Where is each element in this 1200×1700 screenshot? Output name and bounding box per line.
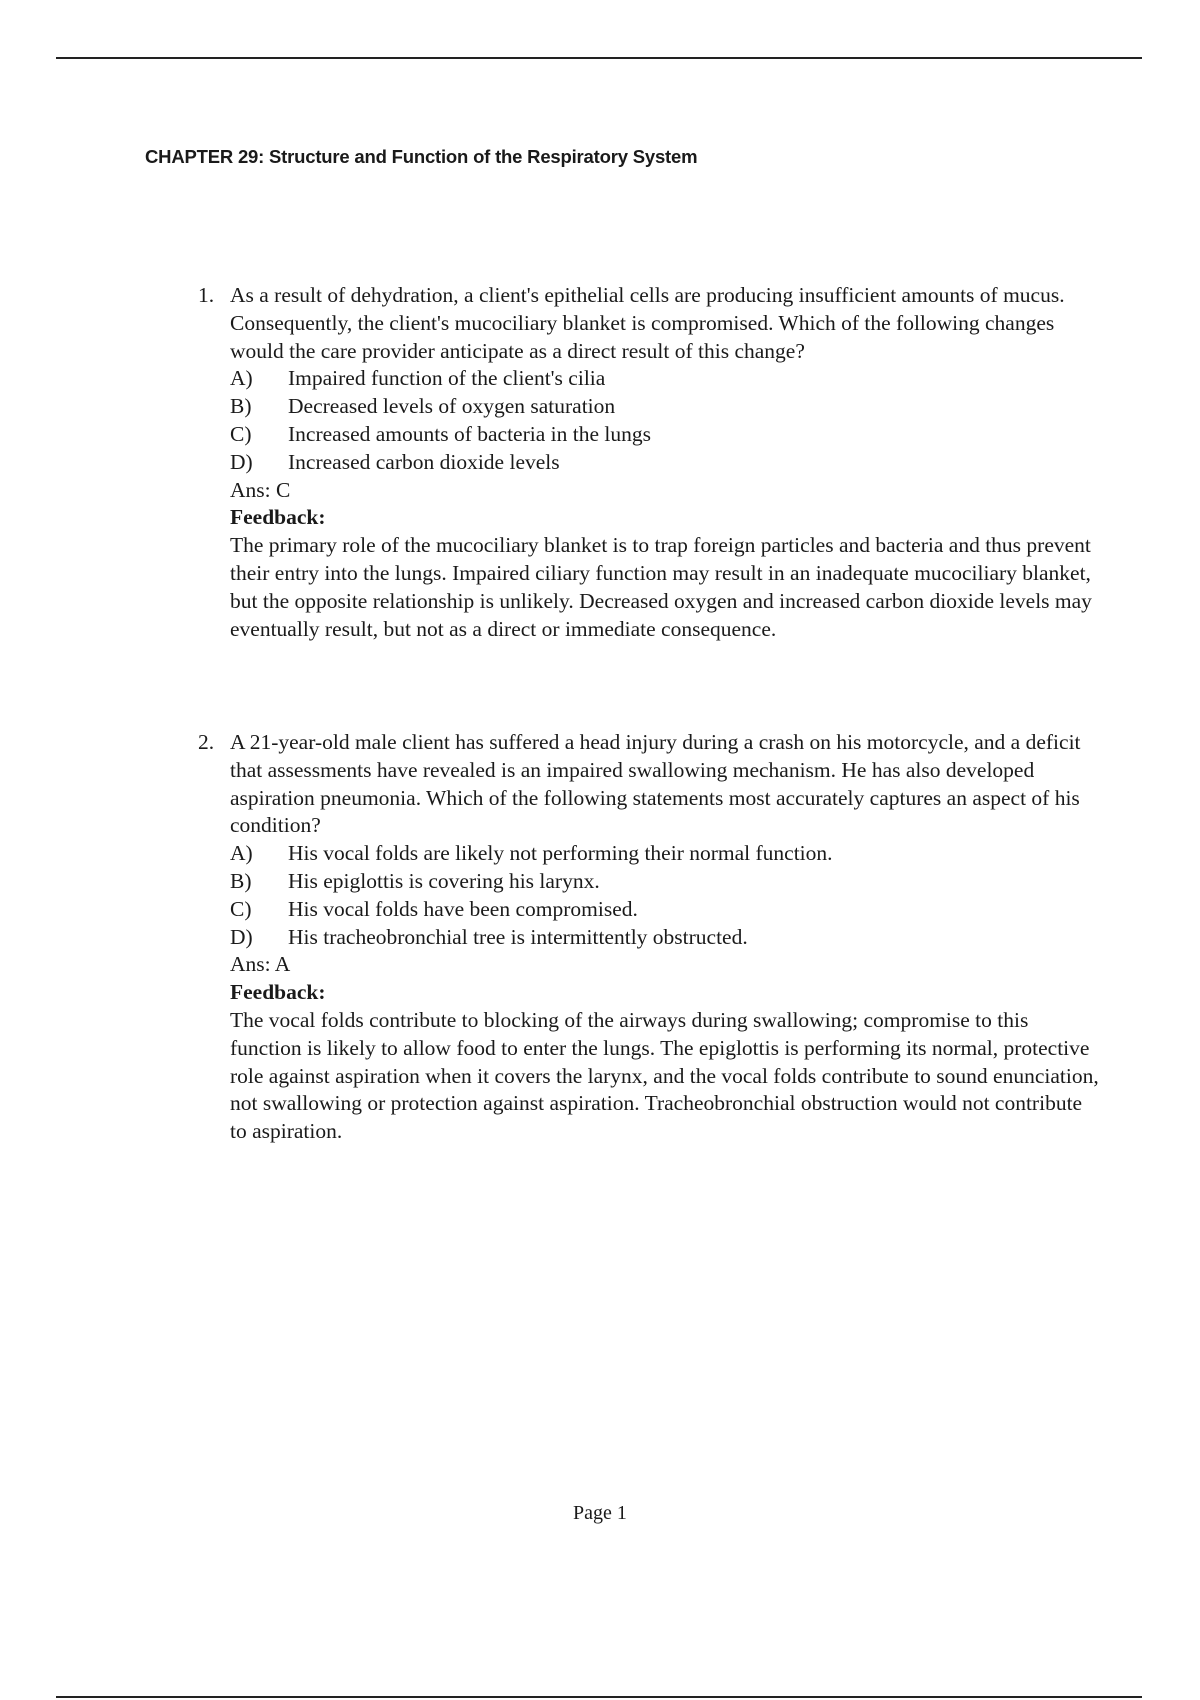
question-stem-row	[198, 729, 1103, 1146]
answer-key: Ans: C	[230, 477, 291, 502]
question-stem: A 21-year-old male client has suffered a head injury during a crash on his motorcycle, and a deficit that assessments have revealed is an impaired swallowing mechanism. He has also developed aspiration pneumonia. Which of the following statements most accurately captures an aspect of his condition?	[230, 730, 1081, 838]
chapter-title: CHAPTER 29: Structure and Function of the Respiratory System	[145, 146, 698, 167]
option-text: His vocal folds are likely not performing their normal function.	[288, 841, 833, 866]
answer-option	[230, 896, 1103, 924]
question-stem: As a result of dehydration, a client's epithelial cells are producing insufficient amounts of mucus. Consequently, the client's mucociliary blanket is compromised. Which of the following changes would the care provider anticipate as a direct result of this change?	[230, 283, 1065, 363]
option-text: Decreased levels of oxygen saturation	[288, 394, 616, 419]
question-number: 2.	[198, 730, 215, 754]
feedback-text: The primary role of the mucociliary blanket is to trap foreign particles and bacteria and thus prevent their entry into the lungs. Impaired ciliary function may result in an inadequate mucociliary blanket, but the opposite relationship is unlikely. Decreased oxygen and increased carbon dioxide levels may eventually result, but not as a direct or immediate consequence.	[230, 533, 1092, 641]
option-letter: D)	[230, 449, 253, 474]
option-letter: C)	[230, 896, 252, 921]
option-text: Impaired function of the client's cilia	[288, 366, 606, 391]
option-letter: B)	[230, 868, 252, 893]
answer-option	[230, 365, 1103, 393]
feedback-heading: Feedback:	[230, 505, 326, 530]
answer-option	[230, 868, 1103, 896]
option-letter: A)	[230, 366, 253, 391]
option-text: His vocal folds have been compromised.	[288, 896, 638, 921]
option-text: Increased carbon dioxide levels	[288, 449, 560, 474]
question-1	[198, 282, 1103, 643]
option-letter: B)	[230, 394, 252, 419]
option-text: His epiglottis is covering his larynx.	[288, 868, 600, 893]
option-letter: A)	[230, 841, 253, 866]
option-text: His tracheobronchial tree is intermittently obstructed.	[288, 924, 748, 949]
feedback-heading: Feedback:	[230, 980, 326, 1005]
top-rule	[56, 57, 1142, 59]
option-text: Increased amounts of bacteria in the lungs	[288, 421, 651, 446]
answer-option	[230, 449, 1103, 477]
answer-option	[230, 393, 1103, 421]
answer-key: Ans: A	[230, 952, 291, 977]
answer-option	[230, 840, 1103, 868]
answer-option	[230, 924, 1103, 952]
question-number: 1.	[198, 283, 215, 307]
question-stem-row	[198, 282, 1103, 643]
question-2	[198, 729, 1103, 1146]
bottom-rule	[56, 1696, 1142, 1698]
question-body	[230, 282, 1103, 643]
feedback-text: The vocal folds contribute to blocking of the airways during swallowing; compromise to this function is likely to allow food to enter the lungs. The epiglottis is performing its normal, protective role against aspiration when it covers the larynx, and the vocal folds contribute to sound enunciation, not swallowing or protection against aspiration. Tracheobronchial obstruction would not contribute to aspiration.	[230, 1007, 1099, 1144]
question-body	[230, 729, 1103, 1146]
option-letter: D)	[230, 924, 253, 949]
page-number: Page 1	[573, 1502, 627, 1524]
option-letter: C)	[230, 421, 252, 446]
answer-option	[230, 421, 1103, 449]
